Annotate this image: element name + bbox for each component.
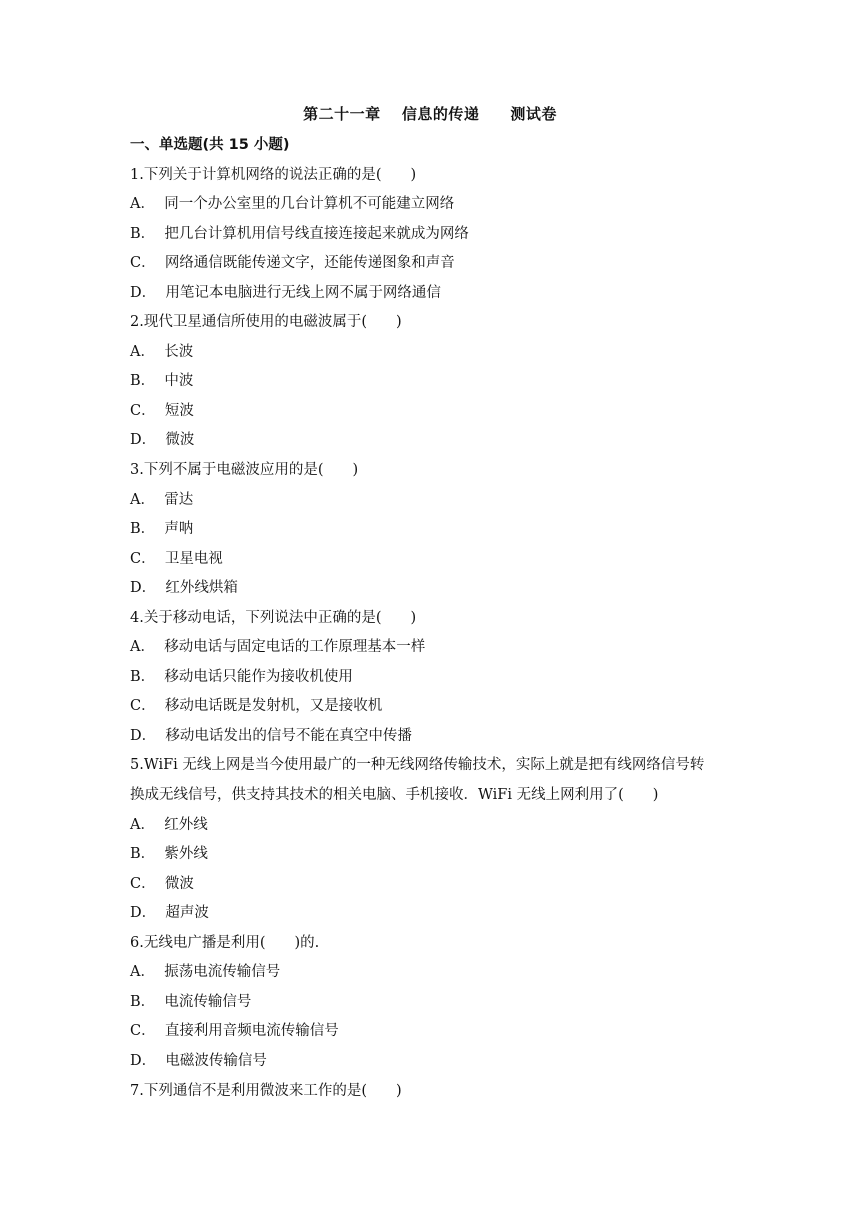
page-title: 第二十一章 信息的传递 测试卷 (303, 105, 557, 123)
option-a: A． 振荡电流传输信号 (130, 964, 281, 981)
question-stem: 2.现代卫星通信所使用的电磁波属于( ) (130, 314, 402, 331)
option-d: D． 超声波 (130, 905, 209, 922)
question-stem: 1.下列关于计算机网络的说法正确的是( ) (130, 166, 417, 183)
question-stem: 6.无线电广播是利用( )的. (130, 934, 320, 951)
option-a: A． 长波 (130, 343, 194, 360)
question-stem: 5.WiFi 无线上网是当今使用最广的一种无线网络传输技术，实际上就是把有线网络信号转 (130, 757, 705, 774)
option-c: C． 微波 (130, 875, 194, 892)
option-d: D． 电磁波传输信号 (130, 1052, 267, 1069)
option-c: C． 短波 (130, 402, 194, 419)
option-c: C． 移动电话既是发射机，又是接收机 (130, 698, 383, 715)
option-c: C． 直接利用音频电流传输信号 (130, 1023, 339, 1040)
option-b: B． 移动电话只能作为接收机使用 (130, 668, 353, 685)
option-d: D． 用笔记本电脑进行无线上网不属于网络通信 (130, 284, 441, 301)
option-a: A． 移动电话与固定电话的工作原理基本一样 (130, 639, 426, 656)
option-d: D． 移动电话发出的信号不能在真空中传播 (130, 727, 412, 744)
question-stem: 3.下列不属于电磁波应用的是( ) (130, 462, 359, 479)
option-b: B． 电流传输信号 (130, 993, 252, 1010)
option-a: A． 同一个办公室里的几台计算机不可能建立网络 (130, 196, 455, 213)
option-a: A． 红外线 (130, 816, 208, 833)
question-stem: 4.关于移动电话，下列说法中正确的是( ) (130, 609, 417, 626)
option-a: A． 雷达 (130, 491, 194, 508)
option-b: B． 紫外线 (130, 846, 208, 863)
question-stem: 7.下列通信不是利用微波来工作的是( ) (130, 1082, 402, 1099)
question-stem-continued: 换成无线信号，供支持其技术的相关电脑、手机接收．WiFi 无线上网利用了( ) (130, 787, 659, 804)
option-b: B． 把几台计算机用信号线直接连接起来就成为网络 (130, 225, 469, 242)
option-d: D． 微波 (130, 432, 195, 449)
option-b: B． 声呐 (130, 521, 194, 538)
option-c: C． 卫星电视 (130, 550, 223, 567)
section-heading: 一、单选题(共 15 小题) (130, 137, 290, 153)
option-d: D． 红外线烘箱 (130, 580, 238, 597)
option-b: B． 中波 (130, 373, 194, 390)
option-c: C． 网络通信既能传递文字，还能传递图象和声音 (130, 255, 455, 272)
question-list (130, 131, 740, 1106)
